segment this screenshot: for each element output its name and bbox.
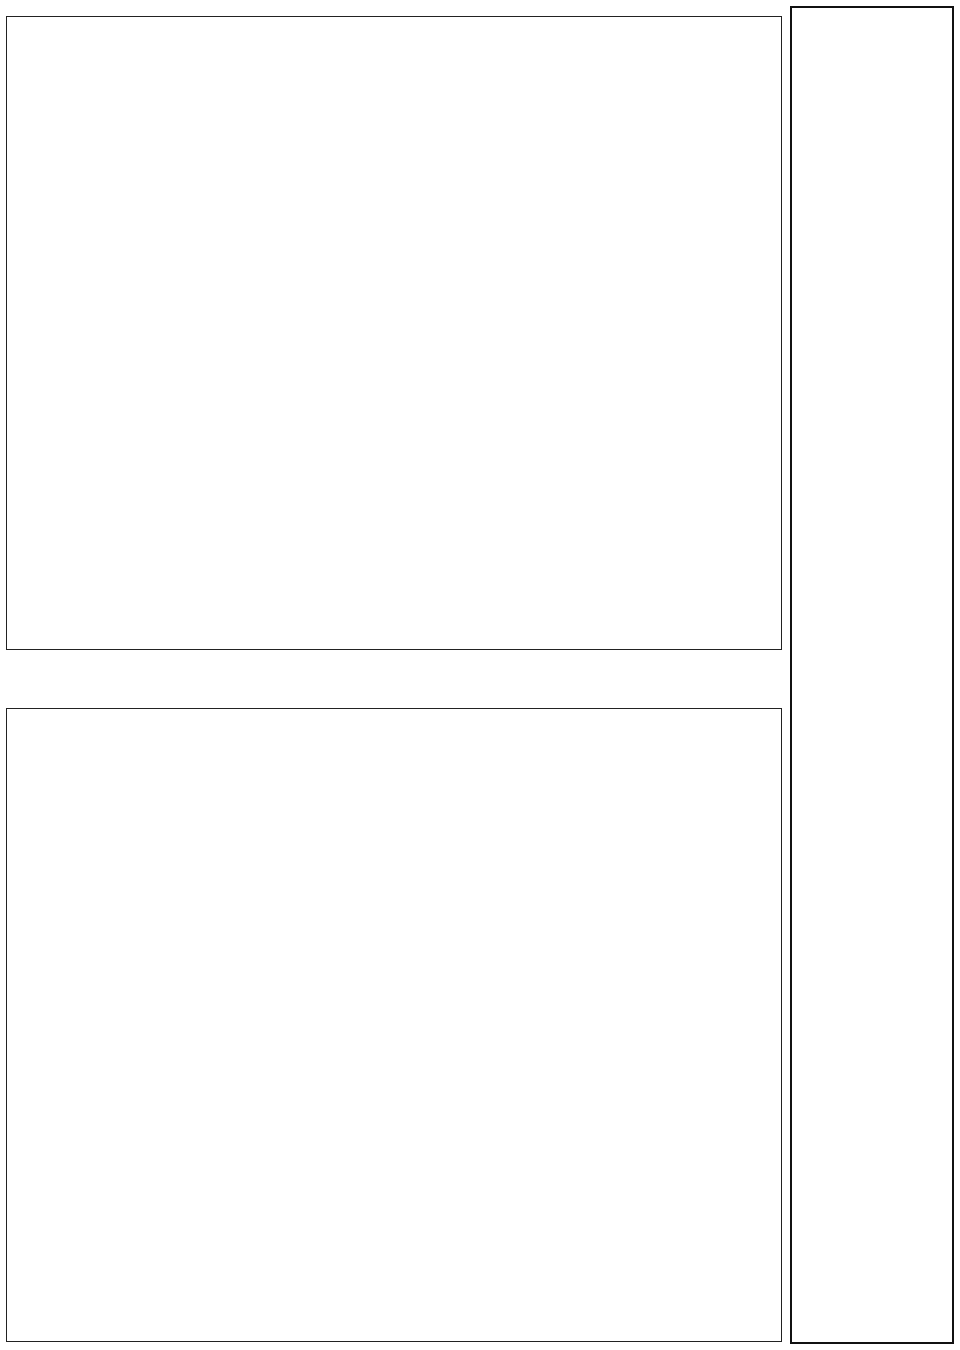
title-box bbox=[790, 6, 954, 1344]
catalog-table-bottom bbox=[6, 708, 782, 1342]
catalog-table-top bbox=[6, 16, 782, 650]
